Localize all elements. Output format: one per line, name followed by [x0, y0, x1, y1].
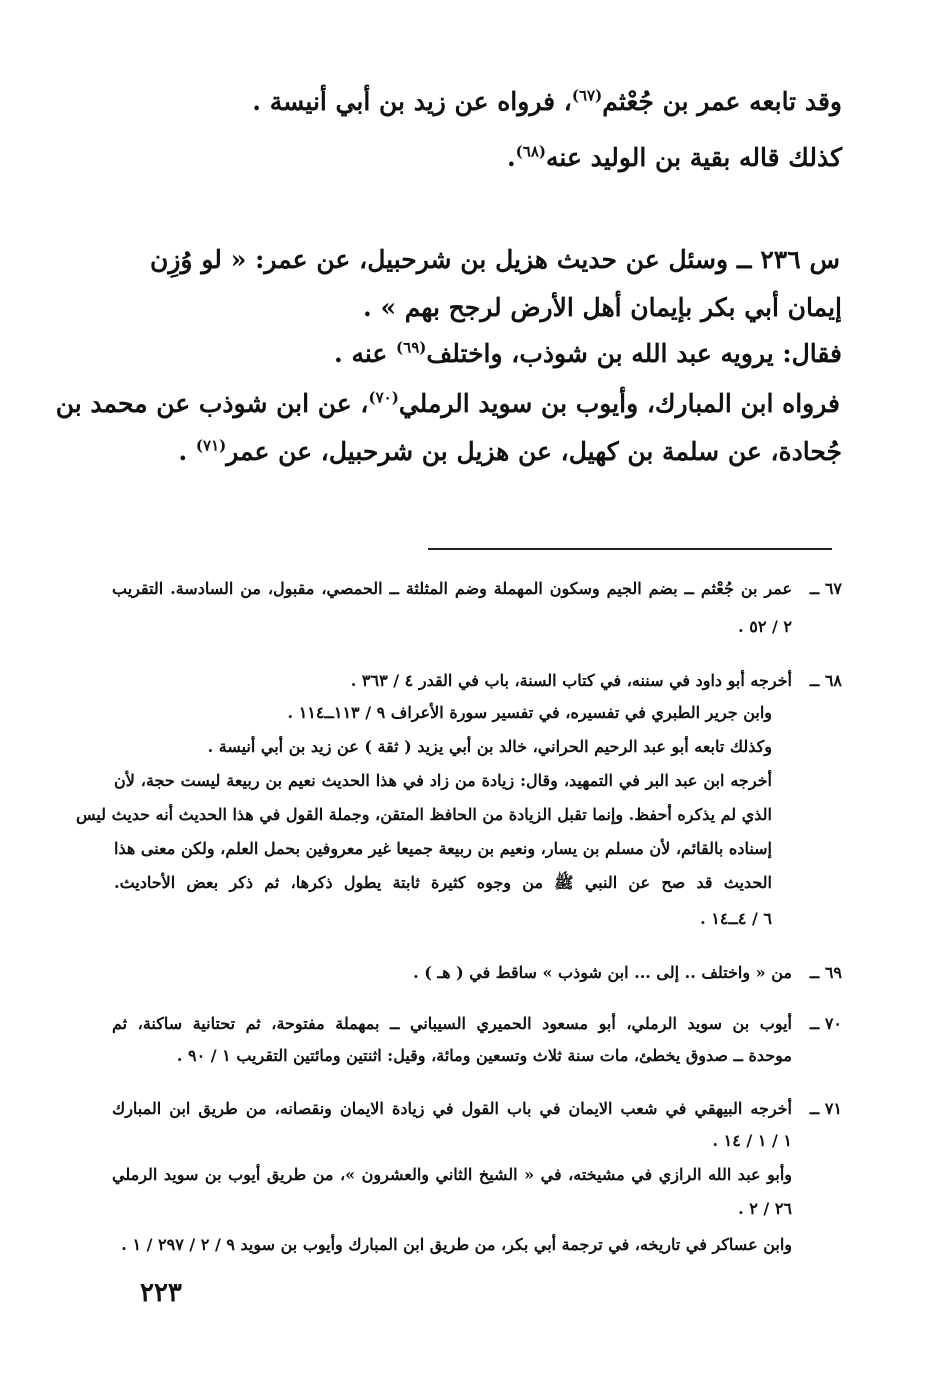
main-text-line: [142, 82, 842, 122]
footnote-number: ٦٩ ــ: [809, 963, 842, 982]
footnote-71: [0, 1098, 952, 1268]
footnote-line: أيوب بن سويد الرملي، أبو مسعود الحميري السيباني ــ بمهملة مفتوحة، ثم تحتانية ساكنة، ثم: [112, 1014, 792, 1033]
text-run: كذلك قاله بقية بن الوليد عنه: [546, 143, 842, 172]
answer-line: [142, 432, 842, 472]
footnote-ref: (٧٠): [368, 388, 399, 407]
text-run: .: [506, 143, 516, 172]
footnote-number: ٧١ ــ: [809, 1099, 842, 1118]
footnote-number: ٦٧ ــ: [809, 579, 842, 598]
text-run: ، عن ابن شوذب عن محمد بن: [55, 389, 369, 418]
footnote-number: ٧٠ ــ: [809, 1014, 842, 1033]
footnote-line: وكذلك تابعه أبو عبد الرحيم الحراني، خالد بن أبي يزيد ( ثقة ) عن زيد بن أبي أنيسة .: [207, 737, 772, 756]
text-run: فقال: يرويه عبد الله بن شوذب، واختلف: [426, 339, 842, 368]
footnote-69: [0, 962, 952, 992]
answer-line: [55, 384, 840, 424]
footnote-line: أخرجه أبو داود في سننه، في كتاب السنة، باب في القدر ٤ / ٣٦٣ .: [350, 671, 792, 690]
text-run: جُحادة، عن سلمة بن كهيل، عن هزيل بن شرحبيل، عن عمر: [226, 437, 842, 466]
footnote-line: من « واختلف .. إلى ... ابن شوذب » ساقط في ( هـ ) .: [413, 963, 792, 982]
page-number: ٢٢٣: [140, 1278, 182, 1308]
footnote-ref: (٧١): [195, 436, 227, 455]
footnote-line: ٢٦ / ٢ .: [738, 1199, 792, 1218]
footnote-line: ٢ / ٥٢ .: [738, 617, 792, 636]
footnote-line: ١ / ١ / ١٤ .: [712, 1131, 792, 1150]
footnote-line: الذي لم يذكره أحفظ. وإنما تقبل الزيادة من الحافظ المتقن، وجملة القول في هذا الحديث أنه حديث ليس: [75, 805, 772, 824]
question-line: س ٢٣٦ ــ وسئل عن حديث هزيل بن شرحبيل، عن عمر: « لو وُزِن: [150, 245, 840, 274]
footnote-line: وابن جرير الطبري في تفسيره، في تفسير سورة الأعراف ٩ / ١١٣ــ١١٤ .: [287, 703, 772, 722]
text-run: فرواه ابن المبارك، وأيوب بن سويد الرملي: [398, 389, 840, 418]
footnote-line: وأبو عبد الله الرازي في مشيخته، في « الشيخ الثاني والعشرون »، من طريق أيوب بن سويد الرملي: [112, 1165, 792, 1184]
footnote-separator: [428, 548, 832, 550]
footnote-70: [0, 1013, 952, 1073]
footnote-ref: (٦٨): [515, 142, 547, 161]
main-text-line: [142, 138, 842, 178]
footnote-line: موحدة ــ صدوق يخطئ، مات سنة ثلاث وتسعين ومائة، وقيل: اثنتين ومائتين التقريب ١ / ٩٠ .: [176, 1046, 792, 1065]
footnote-line: أخرجه ابن عبد البر في التمهيد، وقال: زيادة من زاد في هذا الحديث نعيم بن ربيعة ليست حجة، لأن: [114, 771, 772, 790]
footnote-line: ٦ / ٤ــ١٤ .: [700, 909, 772, 928]
question-line: إيمان أبي بكر بإيمان أهل الأرض لرجح بهم » .: [363, 293, 842, 322]
footnote-number: ٦٨ ــ: [809, 671, 842, 690]
text-run: .: [178, 437, 188, 466]
text-run: وقد تابعه عمر بن جُعْثم: [602, 87, 842, 116]
footnote-67: [0, 578, 952, 638]
footnote-line: إسناده بالقائم، لأن مسلم بن يسار، ونعيم بن ربيعة جميعا غير معروفين بحمل العلم، ولكن معنى هذا: [114, 839, 772, 858]
footnote-line: عمر بن جُعْثم ــ بضم الجيم وسكون المهملة وضم المثلثة ــ الحمصي، مقبول، من السادسة. التقريب: [112, 579, 792, 598]
footnote-ref: (٦٩): [396, 338, 427, 357]
footnote-line: أخرجه البيهقي في شعب الايمان في باب القول في زيادة الايمان ونقصانه، من طريق ابن المبارك: [112, 1099, 792, 1118]
footnote-68: [0, 670, 952, 940]
text-run: عنه .: [334, 339, 388, 368]
answer-line: [142, 334, 842, 374]
footnote-ref: (٦٧): [571, 86, 603, 105]
footnote-line: الحديث قد صح عن النبي ﷺ من وجوه كثيرة ثابتة يطول ذكرها، ثم ذكر بعض الأحاديث.: [114, 873, 773, 892]
footnote-line: وابن عساكر في تاريخه، في ترجمة أبي بكر، من طريق ابن المبارك وأيوب بن سويد ٩ / ٢ / ٢٩٧ / ١ .: [121, 1235, 792, 1254]
text-run: ، فرواه عن زيد بن أبي أنيسة .: [252, 87, 572, 116]
